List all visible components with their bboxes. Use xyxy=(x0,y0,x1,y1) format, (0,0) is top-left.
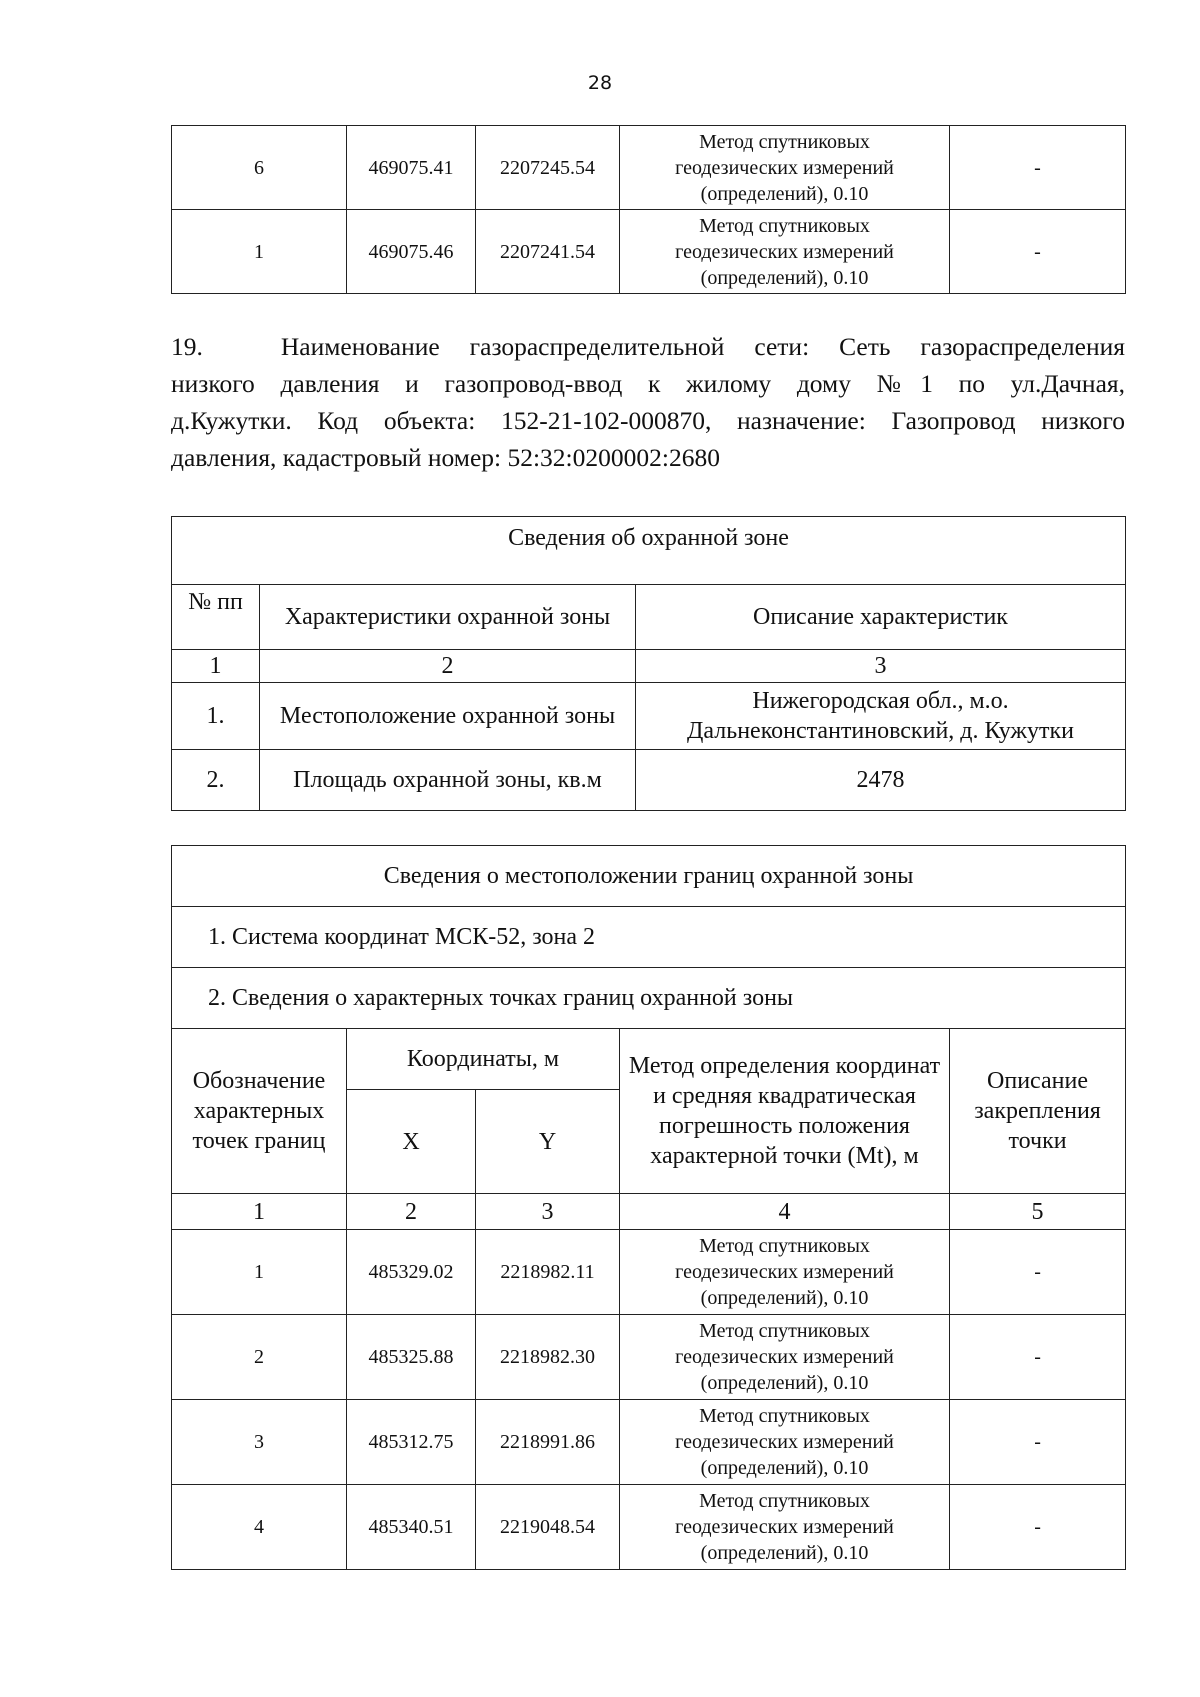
row-value: 2478 xyxy=(636,750,1126,811)
table-row xyxy=(172,1315,1126,1400)
table-row xyxy=(172,210,1126,294)
col-number: 3 xyxy=(476,1194,620,1230)
fix-cell: - xyxy=(950,1230,1126,1315)
row-num: 2. xyxy=(172,750,260,811)
zone-table-title: Сведения об охранной зоне xyxy=(172,517,1126,585)
fix-cell: - xyxy=(950,1485,1126,1570)
table-row xyxy=(172,1485,1126,1570)
x-cell: 485325.88 xyxy=(347,1315,476,1400)
y-cell: 2219048.54 xyxy=(476,1485,620,1570)
paragraph-line: д.Кужутки. Код объекта: 152-21-102-000870, назначение: Газопровод низкого xyxy=(171,406,1125,435)
bounds-table-title: Сведения о местоположении границ охранной зоны xyxy=(172,846,1126,907)
paragraph-line: низкого давления и газопровод-ввод к жилому дому №1 по ул.Дачная, xyxy=(171,369,1125,398)
points-caption: 2. Сведения о характерных точках границ охранной зоны xyxy=(172,968,1126,1029)
x-cell: 469075.41 xyxy=(347,126,476,210)
x-cell: 469075.46 xyxy=(347,210,476,294)
point-cell: 4 xyxy=(172,1485,347,1570)
col-number: 3 xyxy=(636,650,1126,683)
table-row xyxy=(172,750,1126,811)
method-cell: Метод спутниковых геодезических измерений (определений), 0.10 xyxy=(620,1400,950,1485)
header-point: Обозначение характерных точек границ xyxy=(172,1029,347,1194)
col-number: 4 xyxy=(620,1194,950,1230)
fix-cell: - xyxy=(950,1315,1126,1400)
header-method: Метод определения координат и средняя квадратическая погрешность положения характерной точки (Mt), м xyxy=(620,1029,950,1194)
fix-cell: - xyxy=(950,210,1126,294)
x-cell: 485340.51 xyxy=(347,1485,476,1570)
boundaries-table xyxy=(171,845,1126,1570)
header-num: № пп xyxy=(172,585,260,650)
section-19-paragraph xyxy=(171,328,1125,476)
header-coords: Координаты, м xyxy=(347,1029,620,1090)
col-number: 1 xyxy=(172,1194,347,1230)
row-name: Местоположение охранной зоны xyxy=(260,683,636,750)
table-row xyxy=(172,126,1126,210)
col-number: 2 xyxy=(347,1194,476,1230)
page-number: 28 xyxy=(587,72,613,94)
method-cell: Метод спутниковых геодезических измерений (определений), 0.10 xyxy=(620,1315,950,1400)
col-number: 2 xyxy=(260,650,636,683)
protection-zone-table xyxy=(171,516,1126,811)
row-name: Площадь охранной зоны, кв.м xyxy=(260,750,636,811)
table-row xyxy=(172,1230,1126,1315)
col-number: 1 xyxy=(172,650,260,683)
method-cell: Метод спутниковых геодезических измерений (определений), 0.10 xyxy=(620,1230,950,1315)
top-coordinates-table xyxy=(171,125,1126,294)
header-x: X xyxy=(347,1090,476,1194)
y-cell: 2207245.54 xyxy=(476,126,620,210)
header-y: Y xyxy=(476,1090,620,1194)
y-cell: 2218982.11 xyxy=(476,1230,620,1315)
y-cell: 2207241.54 xyxy=(476,210,620,294)
point-cell: 3 xyxy=(172,1400,347,1485)
point-cell: 2 xyxy=(172,1315,347,1400)
fix-cell: - xyxy=(950,1400,1126,1485)
y-cell: 2218982.30 xyxy=(476,1315,620,1400)
table-row xyxy=(172,683,1126,750)
row-num: 1. xyxy=(172,683,260,750)
header-characteristics: Характеристики охранной зоны xyxy=(260,585,636,650)
method-cell: Метод спутниковых геодезических измерений (определений), 0.10 xyxy=(620,126,950,210)
point-cell: 1 xyxy=(172,1230,347,1315)
method-cell: Метод спутниковых геодезических измерений (определений), 0.10 xyxy=(620,210,950,294)
table-row xyxy=(172,1400,1126,1485)
point-cell: 6 xyxy=(172,126,347,210)
section-number: 19. xyxy=(171,332,203,361)
header-fix: Описание закрепления точки xyxy=(950,1029,1126,1194)
col-number: 5 xyxy=(950,1194,1126,1230)
method-cell: Метод спутниковых геодезических измерений (определений), 0.10 xyxy=(620,1485,950,1570)
paragraph-line: 19. Наименование газораспределительной сети: Сеть газораспределения xyxy=(171,332,1125,361)
fix-cell: - xyxy=(950,126,1126,210)
x-cell: 485312.75 xyxy=(347,1400,476,1485)
row-value: Нижегородская обл., м.о. Дальнеконстантиновский, д. Кужутки xyxy=(636,683,1126,750)
coordinate-system: 1. Система координат МСК-52, зона 2 xyxy=(172,907,1126,968)
point-cell: 1 xyxy=(172,210,347,294)
paragraph-line: давления, кадастровый номер: 52:32:0200002:2680 xyxy=(171,443,720,472)
y-cell: 2218991.86 xyxy=(476,1400,620,1485)
x-cell: 485329.02 xyxy=(347,1230,476,1315)
header-description: Описание характеристик xyxy=(636,585,1126,650)
